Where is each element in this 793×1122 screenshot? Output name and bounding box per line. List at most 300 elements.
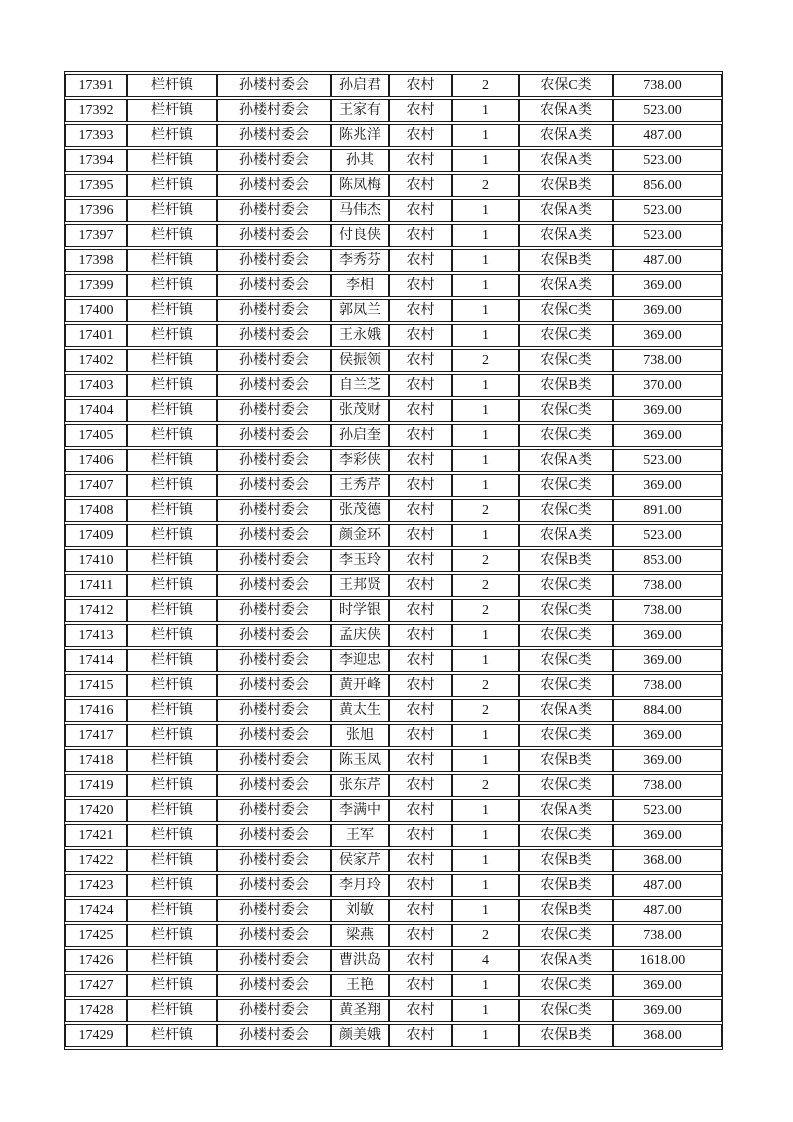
cell-town: 栏杆镇 bbox=[127, 699, 217, 722]
table-row bbox=[65, 199, 722, 222]
cell-name: 付良侠 bbox=[331, 224, 389, 247]
cell-type: 农村 bbox=[389, 949, 452, 972]
cell-name: 李满中 bbox=[331, 799, 389, 822]
cell-village: 孙楼村委会 bbox=[217, 549, 331, 572]
cell-amount: 368.00 bbox=[613, 1024, 722, 1047]
cell-serial: 17422 bbox=[65, 849, 127, 872]
cell-count: 1 bbox=[452, 749, 519, 772]
cell-serial: 17408 bbox=[65, 499, 127, 522]
cell-town: 栏杆镇 bbox=[127, 174, 217, 197]
cell-name: 陈玉凤 bbox=[331, 749, 389, 772]
cell-category: 农保C类 bbox=[519, 724, 613, 747]
cell-count: 1 bbox=[452, 649, 519, 672]
cell-amount: 523.00 bbox=[613, 99, 722, 122]
cell-serial: 17423 bbox=[65, 874, 127, 897]
table-row bbox=[65, 799, 722, 822]
table-row bbox=[65, 599, 722, 622]
cell-name: 郭凤兰 bbox=[331, 299, 389, 322]
cell-type: 农村 bbox=[389, 799, 452, 822]
cell-village: 孙楼村委会 bbox=[217, 124, 331, 147]
cell-count: 1 bbox=[452, 874, 519, 897]
cell-village: 孙楼村委会 bbox=[217, 899, 331, 922]
cell-town: 栏杆镇 bbox=[127, 374, 217, 397]
cell-village: 孙楼村委会 bbox=[217, 799, 331, 822]
cell-village: 孙楼村委会 bbox=[217, 474, 331, 497]
cell-village: 孙楼村委会 bbox=[217, 324, 331, 347]
cell-count: 1 bbox=[452, 274, 519, 297]
cell-town: 栏杆镇 bbox=[127, 599, 217, 622]
cell-count: 2 bbox=[452, 924, 519, 947]
cell-count: 1 bbox=[452, 624, 519, 647]
cell-count: 1 bbox=[452, 374, 519, 397]
cell-serial: 17418 bbox=[65, 749, 127, 772]
cell-amount: 738.00 bbox=[613, 599, 722, 622]
cell-category: 农保A类 bbox=[519, 524, 613, 547]
cell-amount: 487.00 bbox=[613, 249, 722, 272]
cell-type: 农村 bbox=[389, 599, 452, 622]
cell-serial: 17429 bbox=[65, 1024, 127, 1047]
cell-name: 梁燕 bbox=[331, 924, 389, 947]
table-row bbox=[65, 899, 722, 922]
cell-name: 自兰芝 bbox=[331, 374, 389, 397]
cell-type: 农村 bbox=[389, 1024, 452, 1047]
cell-type: 农村 bbox=[389, 499, 452, 522]
cell-serial: 17402 bbox=[65, 349, 127, 372]
cell-count: 1 bbox=[452, 724, 519, 747]
cell-amount: 369.00 bbox=[613, 974, 722, 997]
table-row bbox=[65, 574, 722, 597]
cell-serial: 17420 bbox=[65, 799, 127, 822]
cell-town: 栏杆镇 bbox=[127, 749, 217, 772]
cell-serial: 17428 bbox=[65, 999, 127, 1022]
cell-count: 2 bbox=[452, 774, 519, 797]
cell-name: 马伟杰 bbox=[331, 199, 389, 222]
cell-amount: 523.00 bbox=[613, 799, 722, 822]
cell-town: 栏杆镇 bbox=[127, 274, 217, 297]
cell-amount: 738.00 bbox=[613, 349, 722, 372]
cell-amount: 487.00 bbox=[613, 874, 722, 897]
cell-amount: 369.00 bbox=[613, 424, 722, 447]
cell-category: 农保A类 bbox=[519, 699, 613, 722]
cell-category: 农保C类 bbox=[519, 974, 613, 997]
cell-amount: 369.00 bbox=[613, 324, 722, 347]
cell-count: 1 bbox=[452, 199, 519, 222]
cell-amount: 738.00 bbox=[613, 924, 722, 947]
cell-town: 栏杆镇 bbox=[127, 924, 217, 947]
cell-serial: 17406 bbox=[65, 449, 127, 472]
cell-type: 农村 bbox=[389, 99, 452, 122]
cell-category: 农保C类 bbox=[519, 999, 613, 1022]
cell-count: 1 bbox=[452, 224, 519, 247]
cell-serial: 17396 bbox=[65, 199, 127, 222]
cell-village: 孙楼村委会 bbox=[217, 824, 331, 847]
cell-town: 栏杆镇 bbox=[127, 474, 217, 497]
table-row bbox=[65, 474, 722, 497]
cell-category: 农保C类 bbox=[519, 499, 613, 522]
cell-village: 孙楼村委会 bbox=[217, 524, 331, 547]
cell-type: 农村 bbox=[389, 474, 452, 497]
cell-name: 陈兆洋 bbox=[331, 124, 389, 147]
cell-amount: 369.00 bbox=[613, 299, 722, 322]
cell-village: 孙楼村委会 bbox=[217, 974, 331, 997]
cell-type: 农村 bbox=[389, 349, 452, 372]
cell-serial: 17426 bbox=[65, 949, 127, 972]
table-row bbox=[65, 99, 722, 122]
cell-amount: 369.00 bbox=[613, 724, 722, 747]
cell-village: 孙楼村委会 bbox=[217, 74, 331, 97]
cell-village: 孙楼村委会 bbox=[217, 924, 331, 947]
cell-count: 2 bbox=[452, 599, 519, 622]
cell-amount: 369.00 bbox=[613, 749, 722, 772]
cell-count: 2 bbox=[452, 74, 519, 97]
cell-village: 孙楼村委会 bbox=[217, 174, 331, 197]
cell-category: 农保C类 bbox=[519, 574, 613, 597]
cell-name: 王艳 bbox=[331, 974, 389, 997]
cell-category: 农保A类 bbox=[519, 99, 613, 122]
cell-category: 农保A类 bbox=[519, 949, 613, 972]
cell-name: 李月玲 bbox=[331, 874, 389, 897]
cell-name: 侯振领 bbox=[331, 349, 389, 372]
cell-amount: 1618.00 bbox=[613, 949, 722, 972]
cell-town: 栏杆镇 bbox=[127, 524, 217, 547]
cell-village: 孙楼村委会 bbox=[217, 624, 331, 647]
cell-amount: 853.00 bbox=[613, 549, 722, 572]
cell-count: 2 bbox=[452, 699, 519, 722]
cell-serial: 17401 bbox=[65, 324, 127, 347]
table-row bbox=[65, 1024, 722, 1047]
cell-serial: 17412 bbox=[65, 599, 127, 622]
table-row bbox=[65, 674, 722, 697]
cell-town: 栏杆镇 bbox=[127, 299, 217, 322]
cell-name: 王邦贤 bbox=[331, 574, 389, 597]
cell-category: 农保C类 bbox=[519, 349, 613, 372]
cell-town: 栏杆镇 bbox=[127, 449, 217, 472]
cell-village: 孙楼村委会 bbox=[217, 699, 331, 722]
cell-category: 农保C类 bbox=[519, 649, 613, 672]
cell-town: 栏杆镇 bbox=[127, 649, 217, 672]
cell-count: 1 bbox=[452, 824, 519, 847]
cell-serial: 17398 bbox=[65, 249, 127, 272]
cell-category: 农保C类 bbox=[519, 599, 613, 622]
cell-type: 农村 bbox=[389, 174, 452, 197]
cell-serial: 17392 bbox=[65, 99, 127, 122]
cell-category: 农保C类 bbox=[519, 674, 613, 697]
cell-village: 孙楼村委会 bbox=[217, 749, 331, 772]
cell-village: 孙楼村委会 bbox=[217, 149, 331, 172]
cell-type: 农村 bbox=[389, 424, 452, 447]
table-row bbox=[65, 499, 722, 522]
cell-name: 李彩侠 bbox=[331, 449, 389, 472]
cell-serial: 17394 bbox=[65, 149, 127, 172]
cell-serial: 17405 bbox=[65, 424, 127, 447]
cell-category: 农保A类 bbox=[519, 149, 613, 172]
cell-name: 时学银 bbox=[331, 599, 389, 622]
cell-type: 农村 bbox=[389, 524, 452, 547]
cell-amount: 523.00 bbox=[613, 149, 722, 172]
table-row bbox=[65, 124, 722, 147]
table-row bbox=[65, 249, 722, 272]
cell-category: 农保A类 bbox=[519, 799, 613, 822]
cell-serial: 17417 bbox=[65, 724, 127, 747]
cell-category: 农保C类 bbox=[519, 824, 613, 847]
table-row bbox=[65, 374, 722, 397]
cell-category: 农保C类 bbox=[519, 624, 613, 647]
cell-name: 颜金环 bbox=[331, 524, 389, 547]
cell-town: 栏杆镇 bbox=[127, 624, 217, 647]
cell-serial: 17400 bbox=[65, 299, 127, 322]
cell-name: 王家有 bbox=[331, 99, 389, 122]
cell-type: 农村 bbox=[389, 399, 452, 422]
cell-village: 孙楼村委会 bbox=[217, 574, 331, 597]
table-row bbox=[65, 849, 722, 872]
cell-category: 农保B类 bbox=[519, 174, 613, 197]
cell-count: 1 bbox=[452, 799, 519, 822]
cell-name: 黄太生 bbox=[331, 699, 389, 722]
cell-count: 1 bbox=[452, 974, 519, 997]
cell-type: 农村 bbox=[389, 649, 452, 672]
cell-serial: 17391 bbox=[65, 74, 127, 97]
cell-village: 孙楼村委会 bbox=[217, 349, 331, 372]
cell-type: 农村 bbox=[389, 124, 452, 147]
cell-name: 黄圣翔 bbox=[331, 999, 389, 1022]
cell-village: 孙楼村委会 bbox=[217, 724, 331, 747]
cell-category: 农保A类 bbox=[519, 199, 613, 222]
cell-village: 孙楼村委会 bbox=[217, 299, 331, 322]
cell-category: 农保C类 bbox=[519, 474, 613, 497]
cell-category: 农保C类 bbox=[519, 299, 613, 322]
cell-category: 农保B类 bbox=[519, 874, 613, 897]
cell-type: 农村 bbox=[389, 574, 452, 597]
cell-name: 王军 bbox=[331, 824, 389, 847]
cell-name: 曹洪岛 bbox=[331, 949, 389, 972]
cell-count: 1 bbox=[452, 124, 519, 147]
cell-town: 栏杆镇 bbox=[127, 774, 217, 797]
cell-count: 2 bbox=[452, 549, 519, 572]
cell-type: 农村 bbox=[389, 999, 452, 1022]
cell-town: 栏杆镇 bbox=[127, 874, 217, 897]
cell-village: 孙楼村委会 bbox=[217, 1024, 331, 1047]
cell-village: 孙楼村委会 bbox=[217, 774, 331, 797]
cell-town: 栏杆镇 bbox=[127, 799, 217, 822]
table-row bbox=[65, 774, 722, 797]
cell-town: 栏杆镇 bbox=[127, 424, 217, 447]
cell-serial: 17419 bbox=[65, 774, 127, 797]
cell-count: 1 bbox=[452, 399, 519, 422]
cell-serial: 17424 bbox=[65, 899, 127, 922]
cell-town: 栏杆镇 bbox=[127, 149, 217, 172]
table-row bbox=[65, 874, 722, 897]
cell-serial: 17393 bbox=[65, 124, 127, 147]
cell-name: 李秀芬 bbox=[331, 249, 389, 272]
cell-category: 农保C类 bbox=[519, 924, 613, 947]
cell-amount: 369.00 bbox=[613, 274, 722, 297]
cell-count: 1 bbox=[452, 299, 519, 322]
cell-type: 农村 bbox=[389, 824, 452, 847]
cell-serial: 17411 bbox=[65, 574, 127, 597]
cell-category: 农保C类 bbox=[519, 74, 613, 97]
cell-type: 农村 bbox=[389, 749, 452, 772]
cell-category: 农保A类 bbox=[519, 274, 613, 297]
cell-amount: 523.00 bbox=[613, 524, 722, 547]
table-body bbox=[65, 74, 722, 1047]
cell-amount: 369.00 bbox=[613, 999, 722, 1022]
table-row bbox=[65, 974, 722, 997]
cell-category: 农保A类 bbox=[519, 124, 613, 147]
cell-serial: 17399 bbox=[65, 274, 127, 297]
cell-type: 农村 bbox=[389, 849, 452, 872]
cell-amount: 856.00 bbox=[613, 174, 722, 197]
cell-name: 王秀芹 bbox=[331, 474, 389, 497]
cell-count: 2 bbox=[452, 674, 519, 697]
cell-town: 栏杆镇 bbox=[127, 724, 217, 747]
cell-serial: 17409 bbox=[65, 524, 127, 547]
cell-category: 农保C类 bbox=[519, 399, 613, 422]
cell-serial: 17415 bbox=[65, 674, 127, 697]
cell-count: 1 bbox=[452, 99, 519, 122]
cell-name: 张茂德 bbox=[331, 499, 389, 522]
cell-count: 1 bbox=[452, 524, 519, 547]
cell-category: 农保C类 bbox=[519, 324, 613, 347]
cell-town: 栏杆镇 bbox=[127, 99, 217, 122]
cell-serial: 17397 bbox=[65, 224, 127, 247]
cell-name: 颜美娥 bbox=[331, 1024, 389, 1047]
cell-name: 张东芹 bbox=[331, 774, 389, 797]
cell-name: 孙启君 bbox=[331, 74, 389, 97]
cell-type: 农村 bbox=[389, 324, 452, 347]
table-row bbox=[65, 524, 722, 547]
cell-amount: 738.00 bbox=[613, 74, 722, 97]
table-row bbox=[65, 299, 722, 322]
table-row bbox=[65, 324, 722, 347]
cell-type: 农村 bbox=[389, 674, 452, 697]
cell-town: 栏杆镇 bbox=[127, 974, 217, 997]
cell-village: 孙楼村委会 bbox=[217, 99, 331, 122]
cell-town: 栏杆镇 bbox=[127, 324, 217, 347]
cell-amount: 738.00 bbox=[613, 574, 722, 597]
cell-type: 农村 bbox=[389, 199, 452, 222]
cell-village: 孙楼村委会 bbox=[217, 949, 331, 972]
cell-village: 孙楼村委会 bbox=[217, 674, 331, 697]
cell-amount: 523.00 bbox=[613, 199, 722, 222]
cell-type: 农村 bbox=[389, 724, 452, 747]
cell-name: 孟庆侠 bbox=[331, 624, 389, 647]
cell-amount: 368.00 bbox=[613, 849, 722, 872]
cell-amount: 738.00 bbox=[613, 674, 722, 697]
cell-serial: 17403 bbox=[65, 374, 127, 397]
cell-category: 农保B类 bbox=[519, 899, 613, 922]
cell-name: 李玉玲 bbox=[331, 549, 389, 572]
table-row bbox=[65, 274, 722, 297]
cell-serial: 17414 bbox=[65, 649, 127, 672]
cell-count: 2 bbox=[452, 174, 519, 197]
cell-serial: 17416 bbox=[65, 699, 127, 722]
cell-serial: 17407 bbox=[65, 474, 127, 497]
cell-count: 1 bbox=[452, 999, 519, 1022]
cell-village: 孙楼村委会 bbox=[217, 399, 331, 422]
cell-town: 栏杆镇 bbox=[127, 849, 217, 872]
cell-amount: 523.00 bbox=[613, 224, 722, 247]
cell-town: 栏杆镇 bbox=[127, 124, 217, 147]
cell-town: 栏杆镇 bbox=[127, 899, 217, 922]
cell-type: 农村 bbox=[389, 224, 452, 247]
cell-town: 栏杆镇 bbox=[127, 399, 217, 422]
table-row bbox=[65, 449, 722, 472]
table-row bbox=[65, 999, 722, 1022]
cell-village: 孙楼村委会 bbox=[217, 424, 331, 447]
cell-name: 张旭 bbox=[331, 724, 389, 747]
table-row bbox=[65, 424, 722, 447]
cell-name: 张茂财 bbox=[331, 399, 389, 422]
cell-category: 农保C类 bbox=[519, 424, 613, 447]
cell-village: 孙楼村委会 bbox=[217, 249, 331, 272]
cell-count: 1 bbox=[452, 149, 519, 172]
table-row bbox=[65, 924, 722, 947]
cell-town: 栏杆镇 bbox=[127, 199, 217, 222]
cell-town: 栏杆镇 bbox=[127, 499, 217, 522]
cell-village: 孙楼村委会 bbox=[217, 449, 331, 472]
cell-name: 刘敏 bbox=[331, 899, 389, 922]
cell-amount: 523.00 bbox=[613, 449, 722, 472]
cell-type: 农村 bbox=[389, 874, 452, 897]
cell-amount: 369.00 bbox=[613, 824, 722, 847]
cell-amount: 369.00 bbox=[613, 474, 722, 497]
cell-village: 孙楼村委会 bbox=[217, 599, 331, 622]
cell-town: 栏杆镇 bbox=[127, 674, 217, 697]
table-sheet bbox=[64, 71, 723, 1050]
cell-name: 孙启奎 bbox=[331, 424, 389, 447]
cell-town: 栏杆镇 bbox=[127, 74, 217, 97]
table-row bbox=[65, 624, 722, 647]
cell-serial: 17421 bbox=[65, 824, 127, 847]
cell-amount: 487.00 bbox=[613, 124, 722, 147]
cell-type: 农村 bbox=[389, 974, 452, 997]
cell-category: 农保B类 bbox=[519, 1024, 613, 1047]
cell-town: 栏杆镇 bbox=[127, 574, 217, 597]
cell-type: 农村 bbox=[389, 924, 452, 947]
table-row bbox=[65, 174, 722, 197]
cell-amount: 369.00 bbox=[613, 649, 722, 672]
cell-village: 孙楼村委会 bbox=[217, 999, 331, 1022]
table-row bbox=[65, 74, 722, 97]
cell-category: 农保B类 bbox=[519, 249, 613, 272]
cell-name: 黄开峰 bbox=[331, 674, 389, 697]
cell-village: 孙楼村委会 bbox=[217, 499, 331, 522]
table-row bbox=[65, 699, 722, 722]
table-row bbox=[65, 649, 722, 672]
cell-name: 侯家芹 bbox=[331, 849, 389, 872]
cell-serial: 17404 bbox=[65, 399, 127, 422]
cell-category: 农保A类 bbox=[519, 224, 613, 247]
cell-count: 1 bbox=[452, 1024, 519, 1047]
cell-type: 农村 bbox=[389, 449, 452, 472]
cell-village: 孙楼村委会 bbox=[217, 874, 331, 897]
cell-village: 孙楼村委会 bbox=[217, 199, 331, 222]
cell-count: 1 bbox=[452, 424, 519, 447]
table-row bbox=[65, 549, 722, 572]
cell-count: 1 bbox=[452, 449, 519, 472]
cell-type: 农村 bbox=[389, 74, 452, 97]
cell-name: 王永娥 bbox=[331, 324, 389, 347]
cell-count: 1 bbox=[452, 899, 519, 922]
table-row bbox=[65, 349, 722, 372]
cell-name: 陈凤梅 bbox=[331, 174, 389, 197]
cell-village: 孙楼村委会 bbox=[217, 374, 331, 397]
cell-name: 李相 bbox=[331, 274, 389, 297]
cell-category: 农保B类 bbox=[519, 374, 613, 397]
cell-village: 孙楼村委会 bbox=[217, 849, 331, 872]
cell-count: 1 bbox=[452, 324, 519, 347]
cell-village: 孙楼村委会 bbox=[217, 274, 331, 297]
